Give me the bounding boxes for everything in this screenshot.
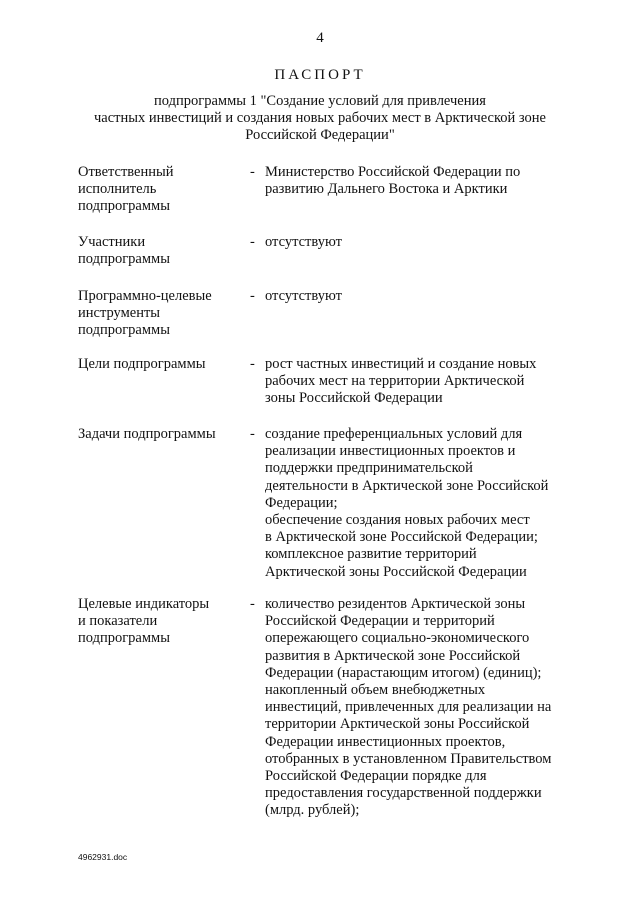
label-line: исполнитель (78, 181, 157, 198)
label-line: Ответственный (78, 164, 174, 180)
value-line: рабочих мест на территории Арктической (265, 373, 525, 390)
document-subtitle (60, 93, 580, 144)
value-line: создание преференциальных условий для (265, 426, 523, 442)
label-line: подпрограммы (78, 251, 170, 268)
value-line: обеспечение создания новых рабочих мест (265, 512, 530, 529)
value-line: территории Арктической зоны Российской (265, 716, 530, 733)
value-line: опережающего социально-экономического (265, 630, 530, 647)
row-value (265, 288, 585, 305)
value-line: накопленный объем внебюджетных (265, 682, 486, 699)
label-line: Целевые индикаторы (78, 596, 210, 612)
value-line: поддержки предпринимательской (265, 460, 473, 477)
row-label (78, 164, 238, 216)
row-label (78, 596, 238, 648)
value-line: предоставления государственной поддержки (265, 785, 542, 802)
value-line: отобранных в установленном Правительством (265, 750, 552, 767)
label-line: и показатели (78, 613, 158, 630)
value-line: (млрд. рублей); (265, 802, 360, 819)
document-title: ПАСПОРТ (274, 67, 366, 83)
value-line: отсутствуют (265, 234, 342, 250)
value-line: Федерации инвестиционных проектов, (265, 733, 506, 750)
value-line: зоны Российской Федерации (265, 390, 443, 407)
value-line: развитию Дальнего Востока и Арктики (265, 181, 508, 198)
row-dash: - (250, 164, 255, 180)
label-line: Цели подпрограммы (78, 356, 206, 372)
row-label (78, 288, 238, 340)
row-value (265, 596, 585, 820)
label-line: Программно-целевые (78, 288, 212, 304)
value-line: в Арктической зоне Российской Федерации; (265, 529, 538, 546)
row-dash: - (250, 426, 255, 442)
value-line: количество резидентов Арктической зоны (265, 596, 526, 612)
label-line: инструменты (78, 305, 161, 322)
subtitle-line: подпрограммы 1 "Создание условий для привлечения (154, 93, 486, 109)
value-line: развития в Арктической зоне Российской (265, 647, 521, 664)
value-line: Арктической зоны Российской Федерации (265, 563, 527, 580)
row-value (265, 234, 585, 251)
file-name-footer: 4962931.doc (78, 852, 128, 862)
label-line: Участники (78, 234, 146, 250)
row-label (78, 426, 238, 443)
value-line: Министерство Российской Федерации по (265, 164, 521, 180)
row-dash: - (250, 234, 255, 250)
value-line: Федерации (нарастающим итогом) (единиц); (265, 664, 542, 681)
label-line: Задачи подпрограммы (78, 426, 216, 442)
row-dash: - (250, 596, 255, 612)
row-dash: - (250, 288, 255, 304)
label-line: подпрограммы (78, 198, 170, 215)
row-label (78, 356, 238, 373)
value-line: инвестиций, привлеченных для реализации на (265, 699, 552, 716)
subtitle-line: Российской Федерации" (245, 127, 395, 143)
row-value (265, 164, 585, 198)
value-line: реализации инвестиционных проектов и (265, 443, 516, 460)
value-line: отсутствуют (265, 288, 342, 304)
value-line: Федерации; (265, 494, 338, 511)
row-value (265, 426, 585, 581)
subtitle-line: частных инвестиций и создания новых рабочих мест в Арктической зоне (94, 110, 546, 126)
value-line: Российской Федерации порядке для (265, 768, 487, 785)
label-line: подпрограммы (78, 630, 170, 647)
value-line: рост частных инвестиций и создание новых (265, 356, 537, 372)
page-number: 4 (316, 30, 324, 46)
row-label (78, 234, 238, 268)
row-value (265, 356, 585, 408)
label-line: подпрограммы (78, 322, 170, 339)
value-line: комплексное развитие территорий (265, 546, 477, 563)
value-line: деятельности в Арктической зоне Российской (265, 477, 549, 494)
value-line: Российской Федерации и территорий (265, 613, 495, 630)
row-dash: - (250, 356, 255, 372)
